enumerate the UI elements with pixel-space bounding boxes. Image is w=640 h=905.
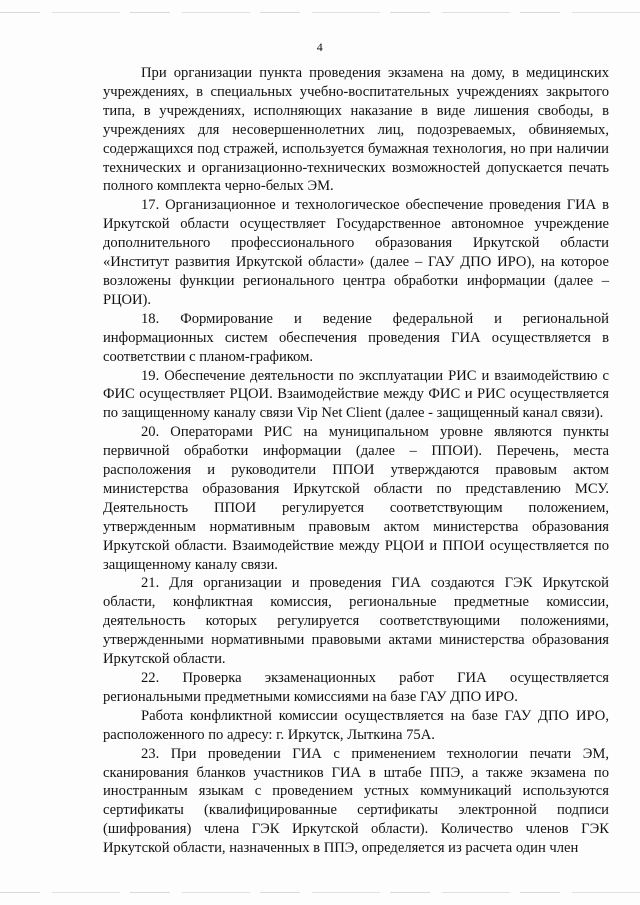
paragraph-intro: При организации пункта проведения экзамена на дому, в медицинских учреждениях, в специальных учебно-воспитательных учреждениях закрытого типа, в учреждениях, исполняющих наказание в виде лишения свободы, в учреждениях для несовершеннолетних лиц, подозреваемых, обвиняемых, содержащихся под стражей, используется бумажная технология, но при наличии технических и организационно-технических возможностей допускается печать полного комплекта черно-белых ЭМ. <box>103 65 609 195</box>
paragraph-22-conflict-commission: Работа конфликтной комиссии осуществляется на базе ГАУ ДПО ИРО, расположенного по адресу: г. Иркутск, Лыткина 75А. <box>103 707 609 743</box>
scan-artifact-bottom <box>0 892 640 893</box>
paragraph-18: 18. Формирование и ведение федеральной и региональной информационных систем обеспечения проведения ГИА осуществляется в соответствии с планом-графиком. <box>103 310 609 365</box>
page-number: 4 <box>316 40 324 54</box>
paragraph-22: 22. Проверка экзаменационных работ ГИА осуществляется региональными предметными комиссиями на базе ГАУ ДПО ИРО. <box>103 670 609 705</box>
scan-artifact-top <box>0 12 640 13</box>
paragraph-21: 21. Для организации и проведения ГИА создаются ГЭК Иркутской области, конфликтная комиссия, региональные предметные комиссии, деятельность которых регулируется соответствующими положениями, утвержденными нормативными правовыми актами министерства образования Иркутской области. <box>103 575 609 668</box>
paragraph-20: 20. Операторами РИС на муниципальном уровне являются пункты первичной обработки информации (далее – ППОИ). Перечень, места расположения и руководители ППОИ утверждаются правовым актом министерства образования Иркутской области по представлению МСУ. Деятельность ППОИ регулируется соответствующим положением, утвержденным нормативным правовым актом министерства образования Иркутской области. Взаимодействие между РЦОИ и ППОИ осуществляется по защищенному каналу связи. <box>103 424 609 573</box>
document-body <box>103 64 609 858</box>
paragraph-23: 23. При проведении ГИА с применением технологии печати ЭМ, сканирования бланков участников ГИА в штабе ППЭ, а также экзамена по иностранным языкам с проведением устных коммуникаций используются сертификаты (квалифицированные сертификаты электронной подписи (шифрования) члена ГЭК Иркутской области). Количество членов ГЭК Иркутской области, назначенных в ППЭ, определяется из расчета один член <box>103 745 609 857</box>
paragraph-17: 17. Организационное и технологическое обеспечение проведения ГИА в Иркутской области осуществляет Государственное автономное учреждение дополнительного профессионального образования Иркутской области «Институт развития Иркутской области» (далее – ГАУ ДПО ИРО), на которое возложены функции регионального центра обработки информации (далее – РЦОИ). <box>103 197 609 308</box>
paragraph-19: 19. Обеспечение деятельности по эксплуатации РИС и взаимодействию с ФИС осуществляет РЦОИ. Взаимодействие между ФИС и РИС осуществляется по защищенному каналу связи Vip Net Client (далее - защищенный канал связи). <box>103 367 609 422</box>
